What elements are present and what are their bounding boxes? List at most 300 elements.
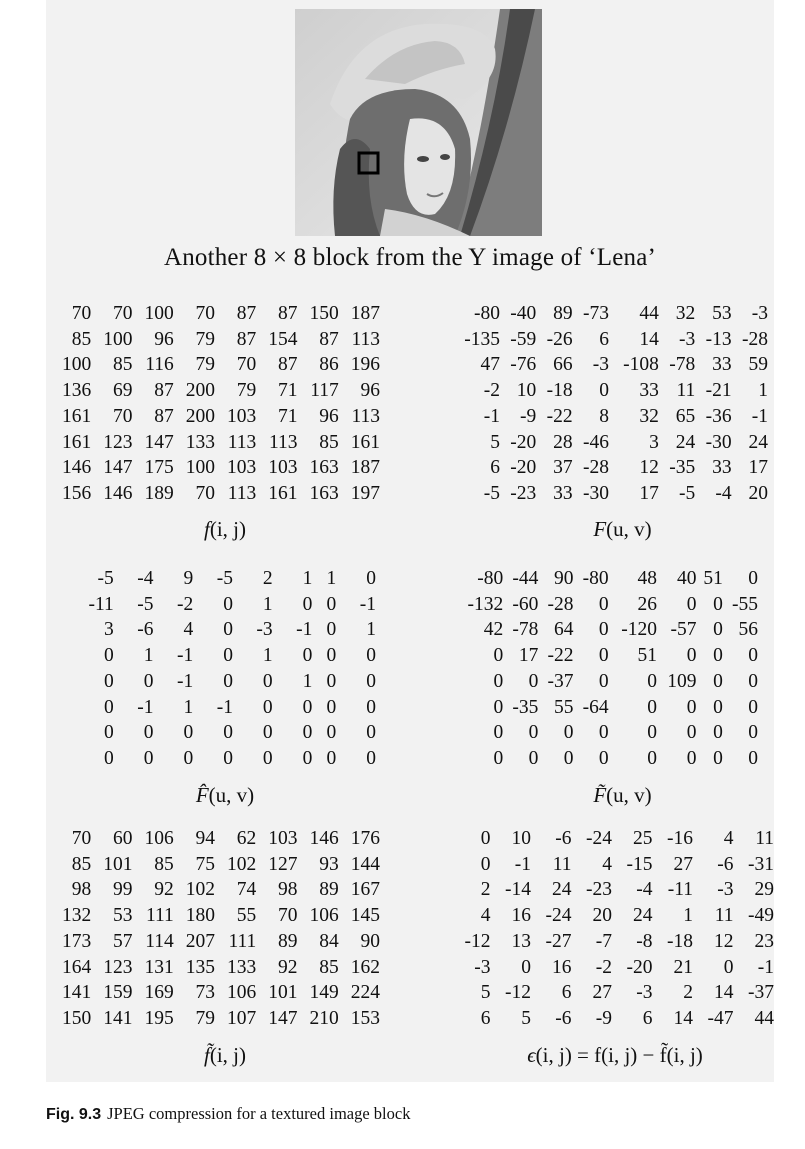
matrix-cell: -6 [555,828,572,849]
matrix-cell: -7 [595,930,612,952]
matrix-cell: 85 [113,354,133,376]
matrix-cell: 0 [748,696,758,718]
matrix-cell: 200 [185,380,215,402]
matrix-cell: 70 [71,303,92,324]
matrix-cell: 187 [350,303,380,324]
matrix-cell: -18 [667,930,693,952]
matrix-f-tilde [50,826,380,1032]
matrix-cell: 70 [195,482,215,504]
matrix-cell: -80 [473,303,500,324]
matrix-cell: 53 [712,303,732,324]
matrix-row [450,903,774,929]
matrix-cell: 66 [553,354,573,376]
matrix-row [450,852,774,878]
matrix-cell: 1 [683,905,693,927]
matrix-cell: -2 [176,593,194,615]
matrix-cell: -20 [510,431,537,453]
matrix-cell: 11 [714,905,734,927]
matrix-cell: 14 [673,1007,693,1029]
matrix-cell: -1 [483,405,500,427]
matrix-cell: 6 [480,1007,491,1029]
matrix-row [450,955,774,981]
matrix-cell: 131 [144,956,174,978]
matrix-cell: -1 [359,593,376,615]
matrix-cell: 161 [350,431,380,453]
matrix-row [455,720,758,746]
matrix-cell: 153 [350,1007,380,1029]
matrix-row [455,592,758,618]
matrix-cell: 0 [366,645,376,667]
matrix-cell: 0 [183,722,194,744]
matrix-cell: -80 [477,568,504,589]
matrix-cell: 0 [748,645,758,667]
matrix-row [450,980,774,1006]
matrix-cell: 79 [195,328,215,350]
matrix-cell: 32 [639,405,659,427]
matrix-cell: -37 [748,982,774,1004]
matrix-cell: 1 [302,568,313,589]
matrix-cell: -44 [512,568,539,589]
matrix-cell: 6 [561,982,572,1004]
matrix-cell: 117 [310,380,339,402]
matrix-cell: 195 [144,1007,174,1029]
matrix-row [52,669,376,695]
matrix-cell: 0 [598,747,609,769]
matrix-cell: 147 [268,1007,298,1029]
matrix-cell: 5 [490,431,500,453]
matrix-cell: 0 [223,722,233,744]
matrix-cell: -28 [547,593,574,615]
matrix-cell: -60 [512,593,539,615]
matrix-cell: 0 [528,747,539,769]
matrix-cell: -4 [715,482,732,504]
matrix-cell: 0 [143,747,154,769]
matrix-cell: 103 [268,457,298,479]
matrix-cell: 146 [103,482,133,504]
matrix-cell: 71 [278,380,298,402]
matrix-cell: -26 [546,328,573,350]
matrix-cell: 1 [326,568,337,589]
matrix-cell: 12 [639,457,659,479]
matrix-cell: -15 [626,853,653,875]
matrix-cell: 92 [154,879,174,901]
matrix-cell: -23 [586,879,612,901]
matrix-row [52,617,376,643]
matrix-cell: 159 [103,982,133,1004]
matrix-cell: -24 [586,828,612,849]
matrix-cell: 0 [713,670,723,692]
matrix-cell: -3 [636,982,653,1004]
matrix-cell: 60 [113,828,133,849]
matrix-cell: 90 [360,930,380,952]
matrix-cell: 33 [639,380,659,402]
matrix-row [455,566,758,592]
matrix-cell: 13 [511,930,531,952]
label-epsilon: ϵ(i, j) = f(i, j) − f̃(i, j) [527,1043,703,1067]
matrix-cell: 87 [154,380,174,402]
matrix-cell: 0 [647,722,657,744]
matrix-cell: -55 [732,593,758,615]
matrix-cell: 27 [592,982,612,1004]
matrix-cell: 14 [639,328,659,350]
matrix-cell: 24 [675,431,696,453]
matrix-cell: 207 [185,930,215,952]
matrix-cell: 0 [686,722,697,744]
matrix-cell: 0 [647,696,657,718]
matrix-cell: 51 [703,568,723,589]
matrix-cell: 53 [113,905,133,927]
matrix-cell: -80 [582,568,609,589]
matrix-cell: -37 [547,670,574,692]
matrix-row [450,327,768,353]
matrix-cell: 111 [145,905,174,927]
matrix-cell: 113 [351,405,380,427]
figure-caption [46,1104,410,1124]
matrix-cell: 33 [712,457,732,479]
matrix-cell: 0 [598,593,609,615]
matrix-cell: 55 [236,905,257,927]
matrix-cell: 0 [493,722,504,744]
matrix-row [50,852,380,878]
matrix-cell: -9 [520,405,537,427]
matrix-cell: -6 [717,853,734,875]
matrix-row [450,929,774,955]
matrix-cell: 0 [493,696,504,718]
matrix-cell: -8 [636,930,653,952]
matrix-cell: 0 [302,593,313,615]
matrix-cell: -27 [545,930,572,952]
matrix-cell: 113 [268,431,298,453]
matrix-cell: 16 [511,905,531,927]
matrix-F-tilde [455,566,758,772]
matrix-cell: 92 [278,956,298,978]
matrix-cell: 70 [71,828,92,849]
matrix-cell: 0 [493,747,504,769]
matrix-cell: 156 [62,482,92,504]
matrix-cell: 27 [673,853,693,875]
matrix-cell: 21 [673,956,693,978]
lena-illustration [295,9,542,236]
matrix-cell: 17 [748,457,768,479]
matrix-cell: 99 [113,879,133,901]
matrix-cell: 1 [262,645,273,667]
matrix-cell: 161 [62,405,92,427]
matrix-cell: 0 [326,696,337,718]
matrix-cell: 64 [554,619,574,641]
matrix-cell: 0 [748,568,758,589]
matrix-cell: 62 [236,828,257,849]
matrix-cell: 0 [713,722,723,744]
matrix-cell: 0 [598,619,609,641]
matrix-cell: -1 [176,670,194,692]
label-f: f(i, j) [204,517,246,541]
matrix-cell: 0 [223,619,233,641]
matrix-cell: 0 [302,747,313,769]
matrix-cell: 47 [480,354,500,376]
matrix-row [450,430,768,456]
matrix-cell: 163 [309,482,339,504]
matrix-cell: 1 [262,593,273,615]
matrix-cell: 103 [227,405,257,427]
matrix-cell: 20 [748,482,768,504]
matrix-cell: 0 [262,747,273,769]
matrix-cell: 0 [223,645,233,667]
matrix-cell: 180 [185,905,215,927]
figure-number: Fig. 9.3 [46,1106,102,1123]
matrix-cell: 2 [480,879,491,901]
matrix-cell: 6 [599,328,609,350]
matrix-cell: 14 [714,982,734,1004]
matrix-cell: 57 [113,930,133,952]
matrix-cell: 169 [144,982,174,1004]
matrix-cell: 0 [713,619,723,641]
matrix-cell: 0 [326,747,337,769]
matrix-cell: -3 [679,328,696,350]
matrix-cell: -6 [555,1007,572,1029]
matrix-row [50,980,380,1006]
matrix-cell: 4 [723,828,734,849]
matrix-cell: -78 [669,354,696,376]
matrix-cell: 74 [236,879,257,901]
matrix-cell: 0 [528,670,539,692]
matrix-cell: 79 [236,380,257,402]
matrix-row [455,669,758,695]
matrix-cell: 89 [553,303,573,324]
matrix-cell: 100 [62,354,92,376]
matrix-cell: 0 [748,722,758,744]
matrix-cell: -47 [707,1007,734,1029]
matrix-cell: 75 [195,853,215,875]
matrix-cell: 85 [71,853,92,875]
matrix-cell: 133 [227,956,257,978]
matrix-cell: 132 [62,905,92,927]
matrix-row [50,378,380,404]
matrix-cell: 173 [62,930,92,952]
matrix-cell: 59 [748,354,768,376]
matrix-cell: 6 [642,1007,653,1029]
matrix-row [455,617,758,643]
matrix-cell: 44 [754,1007,774,1029]
matrix-cell: 89 [278,930,298,952]
matrix-row [450,352,768,378]
matrix-cell: 114 [145,930,174,952]
matrix-cell: 164 [62,956,92,978]
matrix-cell: 29 [754,879,774,901]
matrix-cell: 0 [104,670,114,692]
matrix-cell: -1 [757,956,774,978]
matrix-cell: 0 [326,670,337,692]
matrix-cell: 89 [319,879,339,901]
matrix-cell: 210 [309,1007,339,1029]
matrix-cell: 0 [143,670,154,692]
matrix-row [50,404,380,430]
matrix-cell: -16 [667,828,693,849]
matrix-cell: 175 [144,457,174,479]
matrix-cell: 71 [278,405,298,427]
matrix-cell: 101 [268,982,298,1004]
matrix-cell: -4 [137,568,154,589]
matrix-row [450,481,768,507]
matrix-cell: 70 [113,303,133,324]
matrix-cell: 167 [350,879,380,901]
matrix-cell: 24 [633,905,653,927]
matrix-cell: 79 [195,1007,215,1029]
matrix-cell: 70 [113,405,133,427]
matrix-row [450,877,774,903]
matrix-cell: 10 [516,380,537,402]
matrix-cell: -21 [705,380,732,402]
matrix-cell: 141 [62,982,92,1004]
matrix-cell: 0 [302,722,313,744]
matrix-cell: 0 [262,722,273,744]
matrix-cell: 0 [366,670,376,692]
matrix-cell: -28 [582,457,609,479]
matrix-cell: -20 [510,457,537,479]
matrix-row [50,327,380,353]
matrix-cell: 93 [319,853,339,875]
matrix-cell: 0 [713,593,723,615]
matrix-cell: 163 [309,457,339,479]
matrix-cell: 0 [686,593,697,615]
matrix-cell: 0 [521,956,531,978]
matrix-row [50,877,380,903]
matrix-cell: 96 [154,328,174,350]
matrix-cell: -1 [296,619,313,641]
matrix-cell: 0 [647,670,657,692]
matrix-F-hat [52,566,376,772]
matrix-row [450,404,768,430]
matrix-cell: 23 [754,930,774,952]
matrix-cell: -35 [669,457,696,479]
matrix-cell: 0 [480,853,491,875]
matrix-cell: 147 [144,431,174,453]
matrix-cell: 106 [144,828,174,849]
matrix-cell: 103 [268,828,298,849]
matrix-cell: 0 [326,645,337,667]
matrix-cell: -22 [546,405,573,427]
matrix-cell: 127 [268,853,298,875]
matrix-cell: -11 [88,593,114,615]
matrix-cell: 176 [350,828,380,849]
matrix-cell: 145 [350,905,380,927]
matrix-cell: 162 [350,956,380,978]
matrix-cell: 28 [553,431,573,453]
matrix-cell: 101 [103,853,133,875]
matrix-cell: 113 [227,431,257,453]
matrix-cell: 3 [104,619,114,641]
matrix-cell: 135 [185,956,215,978]
matrix-cell: 133 [185,431,215,453]
matrix-cell: 146 [62,457,92,479]
matrix-cell: 0 [713,696,723,718]
matrix-cell: -1 [514,853,531,875]
matrix-cell: -35 [512,696,539,718]
matrix-row [50,903,380,929]
matrix-cell: 0 [686,696,697,718]
matrix-row [455,746,758,772]
matrix-cell: 0 [748,747,758,769]
matrix-cell: 0 [223,747,233,769]
matrix-cell: -57 [670,619,697,641]
matrix-cell: 107 [227,1007,257,1029]
matrix-row [450,826,774,852]
matrix-cell: 96 [319,405,339,427]
matrix-cell: 33 [553,482,573,504]
matrix-cell: 8 [599,405,609,427]
matrix-cell: -49 [748,905,774,927]
matrix-cell: 106 [309,905,339,927]
matrix-cell: 106 [227,982,257,1004]
matrix-cell: 24 [748,431,768,453]
matrix-cell: -23 [510,482,537,504]
matrix-cell: 0 [598,722,609,744]
matrix-cell: 37 [553,457,573,479]
matrix-row [50,1006,380,1032]
matrix-cell: -3 [256,619,273,641]
matrix-cell: 6 [490,457,500,479]
matrix-cell: 51 [637,645,657,667]
matrix-cell: 0 [723,956,734,978]
matrix-row [50,352,380,378]
matrix-row [52,592,376,618]
matrix-cell: 24 [552,879,572,901]
matrix-cell: 0 [326,593,337,615]
matrix-cell: 87 [278,303,298,324]
matrix-cell: 40 [676,568,697,589]
matrix-cell: -1 [751,405,768,427]
block-caption: Another 8 × 8 block from the Y image of ‘Lena’ [163,244,657,271]
matrix-row [50,455,380,481]
matrix-cell: 0 [713,747,723,769]
matrix-cell: 0 [528,722,539,744]
matrix-cell: 0 [104,696,114,718]
matrix-row [50,955,380,981]
matrix-cell: -4 [636,879,653,901]
matrix-cell: -24 [545,905,572,927]
matrix-cell: 85 [319,431,339,453]
matrix-cell: 150 [309,303,339,324]
matrix-cell: 0 [598,645,609,667]
matrix-cell: -40 [510,303,537,324]
matrix-cell: -6 [137,619,154,641]
matrix-cell: 0 [302,645,313,667]
matrix-cell: 0 [366,696,376,718]
matrix-cell: -2 [595,956,612,978]
matrix-cell: 103 [227,457,257,479]
matrix-cell: 113 [351,328,380,350]
matrix-cell: 85 [319,956,339,978]
matrix-cell: 0 [748,670,758,692]
matrix-cell: -1 [216,696,233,718]
matrix-cell: 5 [480,982,491,1004]
matrix-cell: 4 [183,619,194,641]
matrix-cell: 0 [599,380,609,402]
matrix-cell: 150 [62,1007,92,1029]
matrix-cell: 0 [366,747,376,769]
figure-caption-text: JPEG compression for a textured image block [107,1104,411,1123]
matrix-row [455,695,758,721]
label-F: F(u, v) [593,517,652,541]
matrix-cell: 0 [686,645,697,667]
matrix-cell: 141 [103,1007,133,1029]
matrix-cell: 85 [71,328,92,350]
matrix-cell: -28 [742,328,768,350]
matrix-cell: -5 [137,593,154,615]
matrix-cell: 0 [262,696,273,718]
matrix-cell: 2 [683,982,693,1004]
matrix-cell: 1 [183,696,194,718]
matrix-cell: 9 [183,568,194,589]
